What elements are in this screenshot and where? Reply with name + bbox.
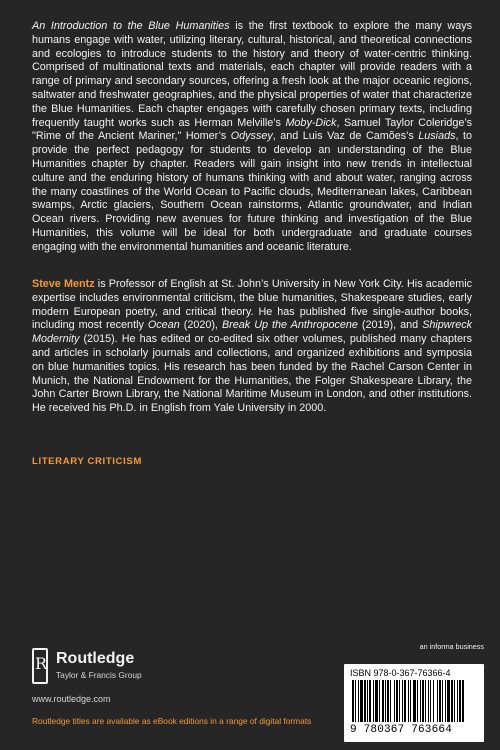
blurb-segment: is the first textbook to explore the many ways humans engage with water, utilizing literary, cultural, historical, and theoretical connections and ecologies to introduce students to the history and theory of water-centric thinking. Comprised of multinational texts and materials, each chapter will provide readers with a range of primary and secondary sources, offering a fresh look at the major oceanic regions, saltwater and freshwater geographies, and the physical properties of water that characterize the Blue Humanities. Each chapter engages with carefully chosen primary texts, including frequently taught works such as Herman Melville’s xyxy=(32,20,472,129)
isbn-label: ISBN 978-0-367-76366-4 xyxy=(350,668,451,678)
bio-segment: (2020), xyxy=(179,319,222,332)
barcode-bar xyxy=(437,680,438,722)
barcode-bar xyxy=(352,680,354,722)
bio-segment: Break Up the Anthropocene xyxy=(221,319,358,332)
barcode-bar xyxy=(373,680,374,722)
barcode-bar xyxy=(442,680,443,722)
barcode-digits: 9 780367 763664 xyxy=(350,724,453,736)
blurb-segment: An Introduction to the Blue Humanities xyxy=(32,20,230,32)
barcode-bar xyxy=(399,680,400,722)
author-bio-text xyxy=(32,278,472,414)
barcode-bar xyxy=(410,680,411,722)
barcode-bar xyxy=(445,680,446,722)
barcode-bar xyxy=(360,680,363,722)
author-name: Steve Mentz xyxy=(32,278,95,290)
barcode-bar xyxy=(385,680,386,722)
blurb-segment: Lusiads xyxy=(418,130,456,143)
barcode-bar xyxy=(369,680,371,722)
barcode-bar xyxy=(425,680,426,722)
barcode-bar xyxy=(390,680,391,722)
barcode-bar xyxy=(355,680,356,722)
bio-segment: Shipwreck Modernity xyxy=(32,319,472,346)
bio-segment: (2015). He has edited or co-edited six other volumes, published many chapters and articles in scholarly journals and collections, and organized exhibitions and symposia on blue humanities topics. His research has been funded by the Rachel Carson Center in Munich, the National Endowment for the Humanities, the Folger Shakespeare Library, the John Carter Brown Library, the National Maritime Museum in London, and other institutions. He received his Ph.D. in English from Yale University in 2000. xyxy=(32,333,472,415)
barcode-bar xyxy=(408,680,409,722)
blurb-segment: , to provide the perfect pedagogy for students to develop an understanding of the Blue Humanities chapter by chapter. Readers will gain insight into new trends in intellectual culture and the enduring history of humans thinking with and about water, ranging across the many coastlines of the World Ocean to Pacific clouds, Mediterranean lakes, Caribbean swamps, Arctic glaciers, Southern Ocean rainstorms, Atlantic groundwater, and Indian Ocean rivers. Providing new avenues for future thinking and investigation of the Blue Humanities, this volume will be ideal for both undergraduate and graduate courses engaging with the environmental humanities and oceanic literature. xyxy=(32,130,472,253)
barcode-bar xyxy=(420,680,421,722)
barcode-bar xyxy=(382,680,384,722)
barcode-bar xyxy=(447,680,450,722)
barcode-bar xyxy=(367,680,368,722)
barcode-box xyxy=(344,664,484,742)
barcode-bar xyxy=(454,680,455,722)
barcode-bar xyxy=(375,680,378,722)
barcode-area xyxy=(344,642,484,742)
barcode-bar xyxy=(462,680,464,722)
author-bio xyxy=(32,278,472,416)
barcode-bar xyxy=(433,680,434,722)
blurb-segment: , and Luis Vaz de Camões’s xyxy=(272,130,419,143)
barcode-bar xyxy=(451,680,453,722)
barcode-bar xyxy=(364,680,366,722)
barcode-bar xyxy=(428,680,429,722)
barcode-bar xyxy=(459,680,461,722)
blurb-segment: Odyssey xyxy=(230,130,273,143)
publisher-subtitle: Taylor & Francis Group xyxy=(56,670,142,680)
blurb-segment: Moby-Dick xyxy=(285,116,337,129)
publisher-name: Routledge xyxy=(56,650,135,667)
barcode-bar xyxy=(439,680,441,722)
barcode-bar xyxy=(394,680,395,722)
barcode-bar xyxy=(413,680,416,722)
blurb-segment: , Samuel Taylor Coleridge’s "Rime of the Ancient Mariner," Homer’s xyxy=(32,116,473,143)
availability-note: Routledge titles are available as eBook editions in a range of digital formats xyxy=(32,716,312,726)
bio-segment: (2019), and xyxy=(357,319,423,332)
barcode-bar xyxy=(396,680,398,722)
publisher-website[interactable]: www.routledge.com xyxy=(32,694,111,704)
barcode-bar xyxy=(402,680,403,722)
barcode-bar xyxy=(387,680,389,722)
barcode-bars-icon xyxy=(352,680,476,722)
barcode-bar xyxy=(417,680,418,722)
barcode-bar xyxy=(430,680,431,722)
bio-segment: Ocean xyxy=(147,319,180,332)
bio-segment: is Professor of English at St. John’s University in New York City. His academic expertise includes environmental criticism, the blue humanities, Shakespeare studies, early modern European poetry, and critical theory. He has published five single-author books, including most recently xyxy=(32,278,473,332)
barcode-bar xyxy=(358,680,359,722)
barcode-bar xyxy=(379,680,380,722)
book-blurb xyxy=(32,20,472,255)
informa-business: an informa business xyxy=(419,642,484,651)
barcode-bar xyxy=(457,680,458,722)
category-label: LITERARY CRITICISM xyxy=(32,456,142,467)
barcode-bar xyxy=(404,680,406,722)
routledge-logo-icon xyxy=(32,648,48,684)
barcode-bar xyxy=(422,680,424,722)
